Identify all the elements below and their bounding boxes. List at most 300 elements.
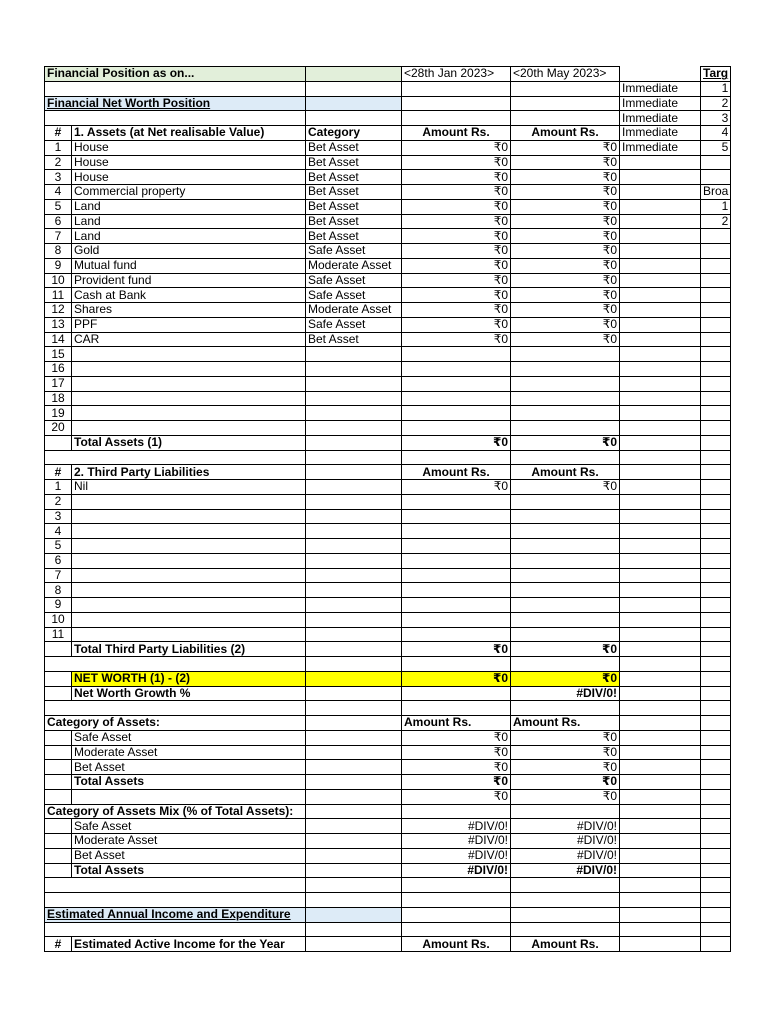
- empty-cell[interactable]: [701, 878, 731, 893]
- amount-cell[interactable]: ₹0: [402, 170, 511, 185]
- empty-cell[interactable]: [45, 450, 306, 465]
- empty-cell[interactable]: [45, 775, 72, 790]
- empty-cell[interactable]: [701, 480, 731, 495]
- empty-cell[interactable]: [511, 804, 620, 819]
- empty-cell[interactable]: [306, 450, 402, 465]
- empty-cell[interactable]: [701, 244, 731, 259]
- amount-cell[interactable]: ₹0: [402, 480, 511, 495]
- row-number-cell[interactable]: 5: [45, 539, 72, 554]
- asset-category-cell[interactable]: Safe Asset: [306, 244, 402, 259]
- empty-cell[interactable]: [306, 465, 402, 480]
- percent-cell[interactable]: #DIV/0!: [402, 834, 511, 849]
- amount-cell[interactable]: [402, 612, 511, 627]
- row-number-cell[interactable]: 10: [45, 273, 72, 288]
- amount-cell[interactable]: [402, 568, 511, 583]
- amount-cell[interactable]: ₹0: [511, 258, 620, 273]
- empty-cell[interactable]: [620, 317, 701, 332]
- empty-cell[interactable]: [701, 273, 731, 288]
- empty-cell[interactable]: [306, 834, 402, 849]
- category-name-cell[interactable]: Safe Asset: [72, 730, 306, 745]
- amount-cell[interactable]: [511, 568, 620, 583]
- empty-cell[interactable]: [306, 745, 402, 760]
- asset-category-cell[interactable]: Bet Asset: [306, 170, 402, 185]
- category-total-label[interactable]: Total Assets: [72, 775, 306, 790]
- side-num-cell[interactable]: 3: [701, 111, 731, 126]
- empty-cell[interactable]: [306, 686, 402, 701]
- empty-cell[interactable]: [701, 568, 731, 583]
- empty-cell[interactable]: [620, 583, 701, 598]
- amount-cell[interactable]: [402, 406, 511, 421]
- empty-cell[interactable]: [402, 804, 511, 819]
- empty-cell[interactable]: [402, 686, 511, 701]
- empty-cell[interactable]: [306, 863, 402, 878]
- empty-cell[interactable]: [620, 421, 701, 436]
- asset-category-cell[interactable]: Safe Asset: [306, 317, 402, 332]
- empty-cell[interactable]: [620, 701, 701, 716]
- row-number-cell[interactable]: 1: [45, 140, 72, 155]
- row-number-cell[interactable]: 11: [45, 627, 72, 642]
- amount-cell[interactable]: [402, 421, 511, 436]
- immediate-cell[interactable]: Immediate: [620, 111, 701, 126]
- empty-cell[interactable]: [620, 258, 701, 273]
- amount-cell[interactable]: ₹0: [511, 730, 620, 745]
- empty-cell[interactable]: [45, 760, 72, 775]
- amount-cell[interactable]: ₹0: [511, 789, 620, 804]
- empty-cell[interactable]: [45, 789, 72, 804]
- net-worth-value[interactable]: ₹0: [402, 671, 511, 686]
- empty-cell[interactable]: [511, 701, 620, 716]
- amount-cell[interactable]: ₹0: [402, 730, 511, 745]
- amount-cell[interactable]: ₹0: [511, 170, 620, 185]
- asset-name-cell[interactable]: Commercial property: [72, 185, 306, 200]
- amount-cell[interactable]: ₹0: [402, 789, 511, 804]
- amount-cell[interactable]: ₹0: [402, 332, 511, 347]
- empty-cell[interactable]: [620, 745, 701, 760]
- empty-cell[interactable]: [701, 804, 731, 819]
- liability-name-cell[interactable]: [72, 598, 306, 613]
- amount-cell[interactable]: ₹0: [402, 244, 511, 259]
- growth-label[interactable]: Net Worth Growth %: [72, 686, 306, 701]
- empty-cell[interactable]: [620, 804, 701, 819]
- amount-cell[interactable]: ₹0: [511, 332, 620, 347]
- row-number-cell[interactable]: 20: [45, 421, 72, 436]
- liabilities-total-label[interactable]: Total Third Party Liabilities (2): [72, 642, 306, 657]
- growth-value[interactable]: #DIV/0!: [511, 686, 620, 701]
- amount-cell[interactable]: ₹0: [511, 229, 620, 244]
- asset-category-cell[interactable]: Safe Asset: [306, 288, 402, 303]
- asset-name-cell[interactable]: [72, 362, 306, 377]
- asset-category-cell[interactable]: [306, 376, 402, 391]
- empty-cell[interactable]: [701, 170, 731, 185]
- empty-cell[interactable]: [701, 716, 731, 731]
- asset-category-cell[interactable]: Bet Asset: [306, 185, 402, 200]
- hash-cell[interactable]: #: [45, 126, 72, 141]
- asset-name-cell[interactable]: Provident fund: [72, 273, 306, 288]
- empty-cell[interactable]: [45, 878, 306, 893]
- amount-cell[interactable]: [402, 539, 511, 554]
- asset-category-cell[interactable]: Bet Asset: [306, 155, 402, 170]
- empty-cell[interactable]: [701, 435, 731, 450]
- empty-cell[interactable]: [45, 730, 72, 745]
- immediate-cell[interactable]: Immediate: [620, 140, 701, 155]
- amount-cell[interactable]: [402, 583, 511, 598]
- amount-header-cell[interactable]: Amount Rs.: [402, 465, 511, 480]
- asset-category-cell[interactable]: [306, 421, 402, 436]
- title-blank-cell[interactable]: [306, 67, 402, 82]
- income-section-cell[interactable]: Estimated Annual Income and Expenditure: [45, 907, 306, 922]
- date1-cell[interactable]: <28th Jan 2023>: [402, 67, 511, 82]
- empty-cell[interactable]: [701, 229, 731, 244]
- amount-cell[interactable]: ₹0: [511, 480, 620, 495]
- empty-cell[interactable]: [402, 450, 511, 465]
- asset-category-cell[interactable]: Safe Asset: [306, 273, 402, 288]
- total-cell[interactable]: ₹0: [402, 642, 511, 657]
- empty-cell[interactable]: [701, 937, 731, 952]
- empty-cell[interactable]: [402, 657, 511, 672]
- amount-cell[interactable]: ₹0: [402, 745, 511, 760]
- empty-cell[interactable]: [45, 863, 72, 878]
- amount-header-cell[interactable]: Amount Rs.: [511, 465, 620, 480]
- empty-cell[interactable]: [306, 819, 402, 834]
- empty-cell[interactable]: [306, 671, 402, 686]
- empty-cell[interactable]: [402, 893, 511, 908]
- empty-cell[interactable]: [620, 273, 701, 288]
- total-cell[interactable]: ₹0: [402, 435, 511, 450]
- empty-cell[interactable]: [701, 583, 731, 598]
- empty-cell[interactable]: [701, 789, 731, 804]
- side-broad-cell[interactable]: Broa: [701, 185, 731, 200]
- row-number-cell[interactable]: 14: [45, 332, 72, 347]
- amount-cell[interactable]: ₹0: [511, 185, 620, 200]
- empty-cell[interactable]: [620, 347, 701, 362]
- row-number-cell[interactable]: 4: [45, 524, 72, 539]
- amount-cell[interactable]: [511, 347, 620, 362]
- empty-cell[interactable]: [306, 937, 402, 952]
- asset-category-cell[interactable]: Bet Asset: [306, 140, 402, 155]
- empty-cell[interactable]: [620, 362, 701, 377]
- empty-cell[interactable]: [306, 730, 402, 745]
- hash-cell[interactable]: #: [45, 465, 72, 480]
- percent-cell[interactable]: #DIV/0!: [511, 819, 620, 834]
- empty-cell[interactable]: [620, 494, 701, 509]
- amount-cell[interactable]: [402, 362, 511, 377]
- amount-cell[interactable]: [511, 598, 620, 613]
- amount-cell[interactable]: [511, 362, 620, 377]
- empty-cell[interactable]: [306, 789, 402, 804]
- total-cell[interactable]: ₹0: [511, 435, 620, 450]
- empty-cell[interactable]: [511, 878, 620, 893]
- empty-cell[interactable]: [620, 185, 701, 200]
- asset-name-cell[interactable]: [72, 347, 306, 362]
- empty-cell[interactable]: [620, 863, 701, 878]
- empty-cell[interactable]: [701, 288, 731, 303]
- row-number-cell[interactable]: 15: [45, 347, 72, 362]
- empty-cell[interactable]: [701, 465, 731, 480]
- empty-cell[interactable]: [620, 480, 701, 495]
- income-header-cell[interactable]: Estimated Active Income for the Year: [72, 937, 306, 952]
- liability-name-cell[interactable]: [72, 568, 306, 583]
- empty-cell[interactable]: [620, 922, 701, 937]
- empty-cell[interactable]: [306, 627, 402, 642]
- empty-cell[interactable]: [511, 907, 620, 922]
- empty-cell[interactable]: [402, 922, 511, 937]
- percent-cell[interactable]: #DIV/0!: [402, 819, 511, 834]
- asset-name-cell[interactable]: Mutual fund: [72, 258, 306, 273]
- empty-cell[interactable]: [511, 96, 620, 111]
- empty-cell[interactable]: [306, 539, 402, 554]
- immediate-cell[interactable]: Immediate: [620, 96, 701, 111]
- asset-category-cell[interactable]: [306, 406, 402, 421]
- empty-cell[interactable]: [620, 834, 701, 849]
- empty-cell[interactable]: [620, 657, 701, 672]
- empty-cell[interactable]: [620, 214, 701, 229]
- amount-cell[interactable]: ₹0: [402, 303, 511, 318]
- amount-cell[interactable]: [402, 627, 511, 642]
- empty-cell[interactable]: [306, 583, 402, 598]
- empty-cell[interactable]: [511, 922, 620, 937]
- empty-cell[interactable]: [45, 922, 306, 937]
- liability-name-cell[interactable]: [72, 524, 306, 539]
- empty-cell[interactable]: [45, 834, 72, 849]
- asset-category-cell[interactable]: Bet Asset: [306, 332, 402, 347]
- mix-name-cell[interactable]: Safe Asset: [72, 819, 306, 834]
- amount-cell[interactable]: [511, 539, 620, 554]
- amount-cell[interactable]: ₹0: [511, 155, 620, 170]
- amount-cell[interactable]: ₹0: [511, 140, 620, 155]
- empty-cell[interactable]: [701, 907, 731, 922]
- empty-cell[interactable]: [45, 81, 306, 96]
- liability-name-cell[interactable]: [72, 612, 306, 627]
- total-cell[interactable]: #DIV/0!: [511, 863, 620, 878]
- hash-cell[interactable]: #: [45, 937, 72, 952]
- empty-cell[interactable]: [701, 155, 731, 170]
- empty-cell[interactable]: [306, 922, 402, 937]
- empty-cell[interactable]: [402, 81, 511, 96]
- empty-cell[interactable]: [701, 686, 731, 701]
- empty-cell[interactable]: [620, 435, 701, 450]
- asset-name-cell[interactable]: CAR: [72, 332, 306, 347]
- empty-cell[interactable]: [620, 465, 701, 480]
- amount-cell[interactable]: ₹0: [511, 244, 620, 259]
- empty-cell[interactable]: [306, 494, 402, 509]
- empty-cell[interactable]: [620, 775, 701, 790]
- side-num-cell[interactable]: 2: [701, 96, 731, 111]
- mix-name-cell[interactable]: Bet Asset: [72, 848, 306, 863]
- row-number-cell[interactable]: 11: [45, 288, 72, 303]
- row-number-cell[interactable]: 19: [45, 406, 72, 421]
- row-number-cell[interactable]: 9: [45, 598, 72, 613]
- row-number-cell[interactable]: 7: [45, 229, 72, 244]
- net-worth-section-cell[interactable]: Financial Net Worth Position: [45, 96, 306, 111]
- empty-cell[interactable]: [701, 848, 731, 863]
- amount-header-cell[interactable]: Amount Rs.: [402, 126, 511, 141]
- amount-cell[interactable]: [511, 627, 620, 642]
- empty-cell[interactable]: [620, 199, 701, 214]
- row-number-cell[interactable]: 6: [45, 214, 72, 229]
- asset-name-cell[interactable]: Cash at Bank: [72, 288, 306, 303]
- asset-name-cell[interactable]: [72, 421, 306, 436]
- empty-cell[interactable]: [306, 893, 402, 908]
- empty-cell[interactable]: [45, 657, 306, 672]
- amount-cell[interactable]: [511, 612, 620, 627]
- amount-cell[interactable]: [402, 347, 511, 362]
- amount-cell[interactable]: ₹0: [402, 258, 511, 273]
- asset-name-cell[interactable]: House: [72, 170, 306, 185]
- empty-cell[interactable]: [45, 701, 306, 716]
- asset-category-cell[interactable]: [306, 347, 402, 362]
- empty-cell[interactable]: [701, 760, 731, 775]
- amount-cell[interactable]: [511, 524, 620, 539]
- liability-name-cell[interactable]: [72, 539, 306, 554]
- empty-cell[interactable]: [45, 819, 72, 834]
- row-number-cell[interactable]: 1: [45, 480, 72, 495]
- empty-cell[interactable]: [701, 553, 731, 568]
- empty-cell[interactable]: [701, 509, 731, 524]
- row-number-cell[interactable]: 4: [45, 185, 72, 200]
- empty-cell[interactable]: [620, 907, 701, 922]
- empty-cell[interactable]: [701, 893, 731, 908]
- asset-category-cell[interactable]: Moderate Asset: [306, 303, 402, 318]
- asset-name-cell[interactable]: Land: [72, 229, 306, 244]
- empty-cell[interactable]: [306, 716, 402, 731]
- amount-cell[interactable]: ₹0: [402, 288, 511, 303]
- empty-cell[interactable]: [701, 391, 731, 406]
- empty-cell[interactable]: [620, 937, 701, 952]
- empty-cell[interactable]: [620, 686, 701, 701]
- empty-cell[interactable]: [701, 258, 731, 273]
- amount-cell[interactable]: [511, 421, 620, 436]
- empty-cell[interactable]: [701, 657, 731, 672]
- empty-cell[interactable]: [511, 81, 620, 96]
- title-cell[interactable]: Financial Position as on...: [45, 67, 306, 82]
- total-cell[interactable]: ₹0: [402, 775, 511, 790]
- amount-header-cell[interactable]: Amount Rs.: [402, 937, 511, 952]
- row-number-cell[interactable]: 3: [45, 509, 72, 524]
- empty-cell[interactable]: [45, 893, 306, 908]
- empty-cell[interactable]: [620, 303, 701, 318]
- empty-cell[interactable]: [306, 612, 402, 627]
- empty-cell[interactable]: [620, 288, 701, 303]
- empty-cell[interactable]: [620, 376, 701, 391]
- category-header-cell[interactable]: Category: [306, 126, 402, 141]
- empty-cell[interactable]: [511, 893, 620, 908]
- empty-cell[interactable]: [402, 907, 511, 922]
- side-num-cell[interactable]: 2: [701, 214, 731, 229]
- empty-cell[interactable]: [45, 745, 72, 760]
- empty-cell[interactable]: [72, 789, 306, 804]
- empty-cell[interactable]: [620, 229, 701, 244]
- empty-cell[interactable]: [306, 524, 402, 539]
- total-cell[interactable]: ₹0: [511, 775, 620, 790]
- mix-total-label[interactable]: Total Assets: [72, 863, 306, 878]
- empty-cell[interactable]: [701, 701, 731, 716]
- row-number-cell[interactable]: 8: [45, 244, 72, 259]
- amount-cell[interactable]: ₹0: [511, 288, 620, 303]
- empty-cell[interactable]: [620, 819, 701, 834]
- amount-cell[interactable]: ₹0: [402, 140, 511, 155]
- empty-cell[interactable]: [402, 878, 511, 893]
- row-number-cell[interactable]: 18: [45, 391, 72, 406]
- empty-cell[interactable]: [701, 376, 731, 391]
- empty-cell[interactable]: [701, 421, 731, 436]
- asset-name-cell[interactable]: House: [72, 140, 306, 155]
- empty-cell[interactable]: [306, 435, 402, 450]
- empty-cell[interactable]: [620, 244, 701, 259]
- empty-cell[interactable]: [306, 804, 402, 819]
- empty-cell[interactable]: [306, 642, 402, 657]
- empty-cell[interactable]: [620, 642, 701, 657]
- empty-cell[interactable]: [402, 96, 511, 111]
- empty-cell[interactable]: [620, 612, 701, 627]
- row-number-cell[interactable]: 7: [45, 568, 72, 583]
- percent-cell[interactable]: #DIV/0!: [511, 834, 620, 849]
- total-cell[interactable]: #DIV/0!: [402, 863, 511, 878]
- empty-cell[interactable]: [511, 657, 620, 672]
- side-num-cell[interactable]: 5: [701, 140, 731, 155]
- total-cell[interactable]: ₹0: [511, 642, 620, 657]
- empty-cell[interactable]: [620, 789, 701, 804]
- assets-total-label[interactable]: Total Assets (1): [72, 435, 306, 450]
- asset-name-cell[interactable]: Gold: [72, 244, 306, 259]
- net-worth-label[interactable]: NET WORTH (1) - (2): [72, 671, 306, 686]
- empty-cell[interactable]: [701, 303, 731, 318]
- empty-cell[interactable]: [701, 642, 731, 657]
- empty-cell[interactable]: [306, 848, 402, 863]
- empty-cell[interactable]: [306, 568, 402, 583]
- amount-cell[interactable]: [511, 376, 620, 391]
- empty-cell[interactable]: [701, 524, 731, 539]
- amount-cell[interactable]: [402, 391, 511, 406]
- amount-cell[interactable]: ₹0: [402, 229, 511, 244]
- amount-cell[interactable]: ₹0: [511, 214, 620, 229]
- amount-header-cell[interactable]: Amount Rs.: [511, 937, 620, 952]
- section-blank-cell[interactable]: [306, 96, 402, 111]
- asset-category-cell[interactable]: [306, 362, 402, 377]
- empty-cell[interactable]: [620, 878, 701, 893]
- row-number-cell[interactable]: 2: [45, 155, 72, 170]
- amount-cell[interactable]: ₹0: [511, 199, 620, 214]
- empty-cell[interactable]: [701, 922, 731, 937]
- empty-cell[interactable]: [620, 760, 701, 775]
- liability-name-cell[interactable]: Nil: [72, 480, 306, 495]
- empty-cell[interactable]: [620, 553, 701, 568]
- asset-name-cell[interactable]: PPF: [72, 317, 306, 332]
- empty-cell[interactable]: [45, 848, 72, 863]
- row-number-cell[interactable]: 8: [45, 583, 72, 598]
- assets-header-cell[interactable]: 1. Assets (at Net realisable Value): [72, 126, 306, 141]
- empty-cell[interactable]: [701, 539, 731, 554]
- empty-cell[interactable]: [701, 745, 731, 760]
- amount-header-cell[interactable]: Amount Rs.: [511, 126, 620, 141]
- asset-name-cell[interactable]: [72, 406, 306, 421]
- empty-cell[interactable]: [511, 450, 620, 465]
- mix-name-cell[interactable]: Moderate Asset: [72, 834, 306, 849]
- amount-cell[interactable]: [511, 406, 620, 421]
- empty-cell[interactable]: [306, 509, 402, 524]
- net-worth-value[interactable]: ₹0: [511, 671, 620, 686]
- amount-cell[interactable]: [402, 494, 511, 509]
- asset-name-cell[interactable]: [72, 376, 306, 391]
- amount-cell[interactable]: [511, 583, 620, 598]
- empty-cell[interactable]: [701, 775, 731, 790]
- empty-cell[interactable]: [45, 671, 72, 686]
- empty-cell[interactable]: [620, 716, 701, 731]
- empty-cell[interactable]: [306, 878, 402, 893]
- amount-cell[interactable]: [402, 509, 511, 524]
- amount-cell[interactable]: [511, 509, 620, 524]
- liability-name-cell[interactable]: [72, 509, 306, 524]
- empty-cell[interactable]: [620, 671, 701, 686]
